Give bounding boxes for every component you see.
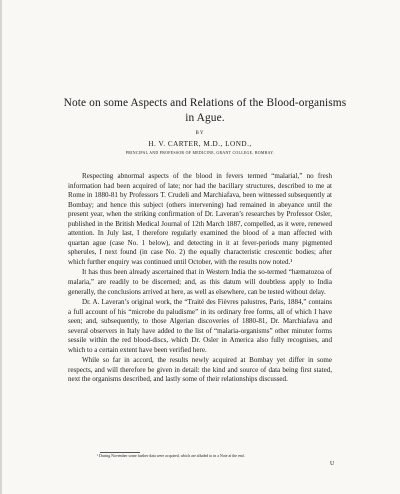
document-title: Note on some Aspects and Relations of the Blood-organisms in Ague. [63,97,347,124]
author-affiliation: PRINCIPAL AND PROFESSOR OF MEDICINE, GRANT COLLEGE, BOMBAY. [125,151,275,155]
signature-mark: U [330,461,335,467]
paragraph: While so far in accord, the results newly acquired at Bombay yet differ in some respects, and will therefore be given in detail: the kind and source of data being first stated, next the organisms described, and lastly some of their relationships discussed. [68,356,332,384]
paragraph: Respecting abnormal aspects of the blood in fevers termed “malarial,” no fresh information had been acquired of late; nor had the bacillary structures, described to me at Rome in 1880-81 by Professors T. Crudeli and Marchiafava, been witnessed subsequently at Bombay; and hence this subject (others intervening) had remained in abeyance until the present year, when the striking confirmation of Dr. Laveran’s researches by Professor Osler, published in the British Medical Journal of 12th March 1887, compelled, as it were, renewed attention. In July last, I therefore regularly examined the blood of a man affected with quartan ague (case No. 1 below), and detecting in it at fever-periods many pigmented spherules, I next found (in case No. 2) the equally characteristic crescentic bodies; after which further enquiry was continued until October, with the results now noted.¹ [68,172,332,266]
paragraph: It has thus been already ascertained that in Western India the so-termed “hæmatozoa of malaria,” are readily to be discerned; and, as this datum will doubtless apply to India generally, the conclusions arrived at here, as well as elsewhere, can be tested without delay. [68,268,332,296]
body-text [68,172,332,385]
paragraph: Dr. A. Laveran’s original work, the “Traité des Fièvres palustres, Paris, 1884,” contains a full account of his “microbe du paludisme” in its ordinary free forms, all of which I have seen; and, subsequently, to those Algerian discoveries of 1880-81, Dr. Marchiafava and several observers in Italy have added to the list of “malaria-organisms” other minuter forms sessile within the red blood-discs, which Dr. Osler in America also fully recognises, and which to a certain extent have been verified here. [68,298,332,354]
footnote: ¹ During November some further data were acquired, which are alluded to in a Note at the end. [97,454,245,458]
footnote-rule [100,452,140,453]
author-name: H. V. CARTER, M.D., LOND., [148,140,252,148]
byline: BY [195,131,205,136]
